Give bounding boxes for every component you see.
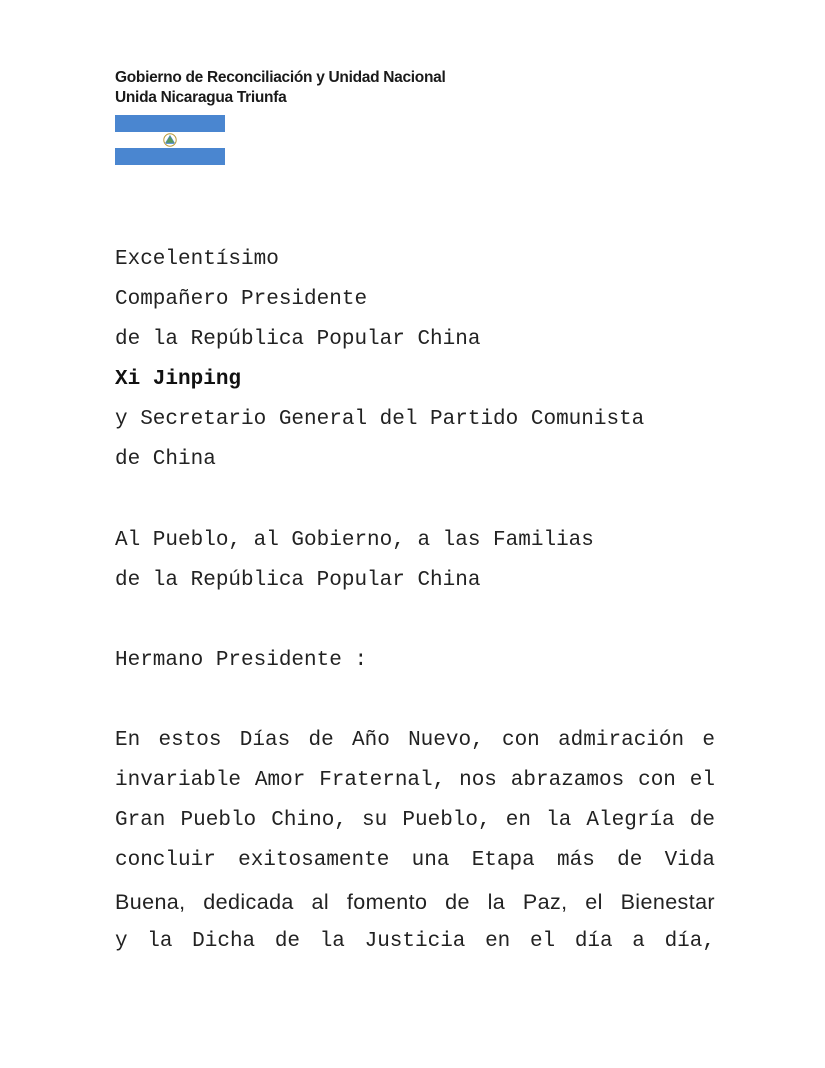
letter-body (115, 240, 715, 962)
flag-middle-stripe (115, 132, 225, 149)
salutation-line: Excelentísimo (115, 248, 279, 271)
nicaragua-flag-icon (115, 115, 225, 165)
letterhead-slogan: Unida Nicaragua Triunfa (115, 89, 287, 106)
salutation-line: de la República Popular China (115, 328, 481, 352)
greeting: Hermano Presidente : (115, 648, 368, 672)
body-line: y la Dicha de la Justicia en el día a día, (115, 929, 715, 953)
salutation-line: y Secretario General del Partido Comunista (115, 408, 645, 432)
coat-of-arms-icon (162, 133, 178, 147)
body-line: Gran Pueblo Chino, su Pueblo, en la Alegría de (115, 809, 715, 833)
addressee-line: de la República Popular China (115, 568, 481, 592)
letterhead (115, 68, 445, 108)
salutation-line: Compañero Presidente (115, 288, 368, 312)
body-line: invariable Amor Fraternal, nos abrazamos con el (115, 769, 715, 793)
body-line: En estos Días de Año Nuevo, con admiración e (115, 729, 715, 753)
flag-top-stripe (115, 115, 225, 132)
letterhead-government-name: Gobierno de Reconciliación y Unidad Nacional (115, 69, 446, 86)
recipient-name: Xi Jinping (115, 368, 242, 392)
spacer (115, 481, 715, 521)
spacer (115, 681, 715, 721)
addressee-line: Al Pueblo, al Gobierno, a las Familias (115, 528, 594, 552)
body-line: concluir exitosamente una Etapa más de Vida (115, 849, 715, 873)
flag-bottom-stripe (115, 148, 225, 165)
body-line: Buena, dedicada al fomento de la Paz, el Bienestar (115, 889, 715, 914)
spacer (115, 601, 715, 641)
salutation-line: de China (115, 448, 216, 472)
